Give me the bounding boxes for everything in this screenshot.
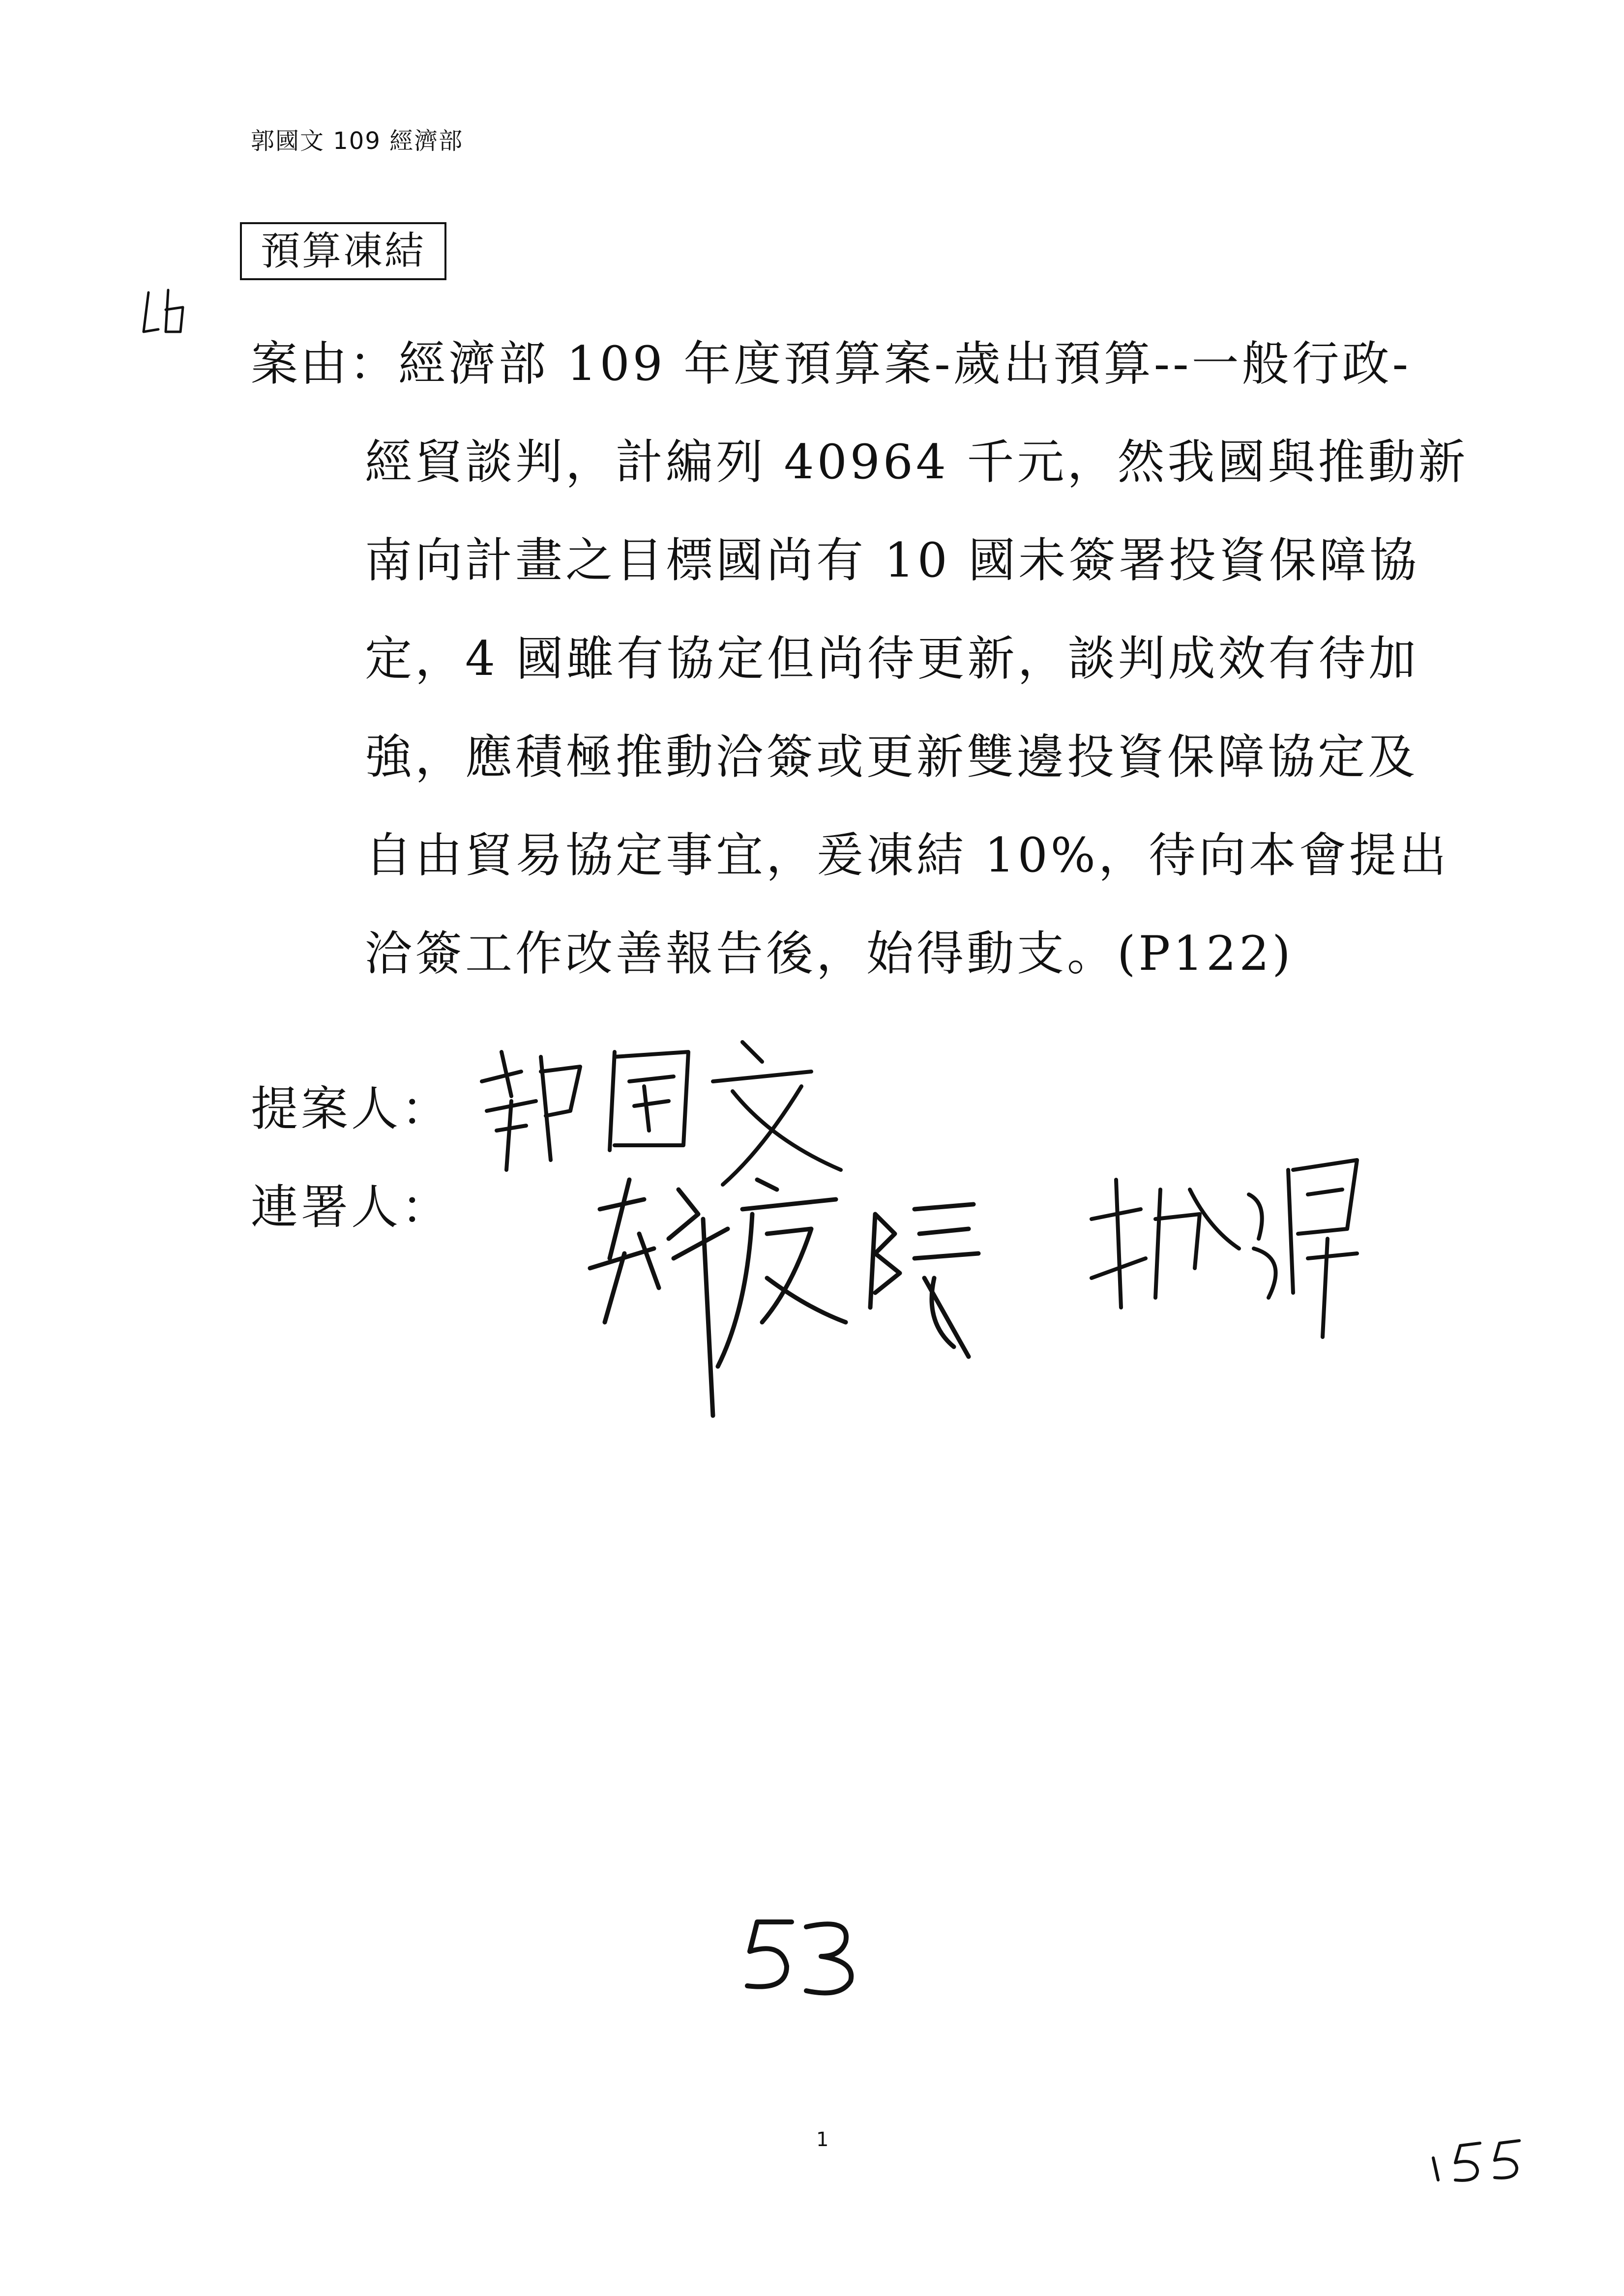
handwritten-page-number	[738, 1912, 865, 2003]
case-line-5: 強，應積極推動洽簽或更新雙邊投資保障協定及	[365, 729, 1418, 785]
case-line-1: 經濟部 109 年度預算案-歲出預算--一般行政-	[398, 336, 1412, 391]
case-line-3: 南向計畫之目標國尚有 10 國未簽署投資保障協	[365, 533, 1420, 588]
footer-page-number: 1	[816, 2128, 829, 2151]
document-header: 郭國文 109 經濟部	[251, 127, 464, 155]
margin-handwritten-mark	[139, 283, 193, 342]
cosigner-label: 連署人：	[251, 1180, 451, 1235]
case-line-6: 自由貿易協定事宜，爰凍結 10%，待向本會提出	[365, 828, 1449, 883]
cosigner-signature-2	[1082, 1131, 1401, 1368]
proposer-label: 提案人：	[251, 1081, 451, 1136]
case-line-7: 洽簽工作改善報告後，始得動支。(P122)	[365, 926, 1294, 981]
corner-handwritten-number	[1426, 2133, 1524, 2189]
case-line-2: 經貿談判，計編列 40964 千元，然我國與推動新	[365, 435, 1469, 490]
cosigner-signature-1	[580, 1160, 1023, 1437]
case-label: 案由：	[251, 336, 398, 391]
case-line-4: 定，4 國雖有協定但尚待更新，談判成效有待加	[365, 631, 1419, 686]
budget-freeze-label: 預算凍結	[240, 222, 446, 280]
